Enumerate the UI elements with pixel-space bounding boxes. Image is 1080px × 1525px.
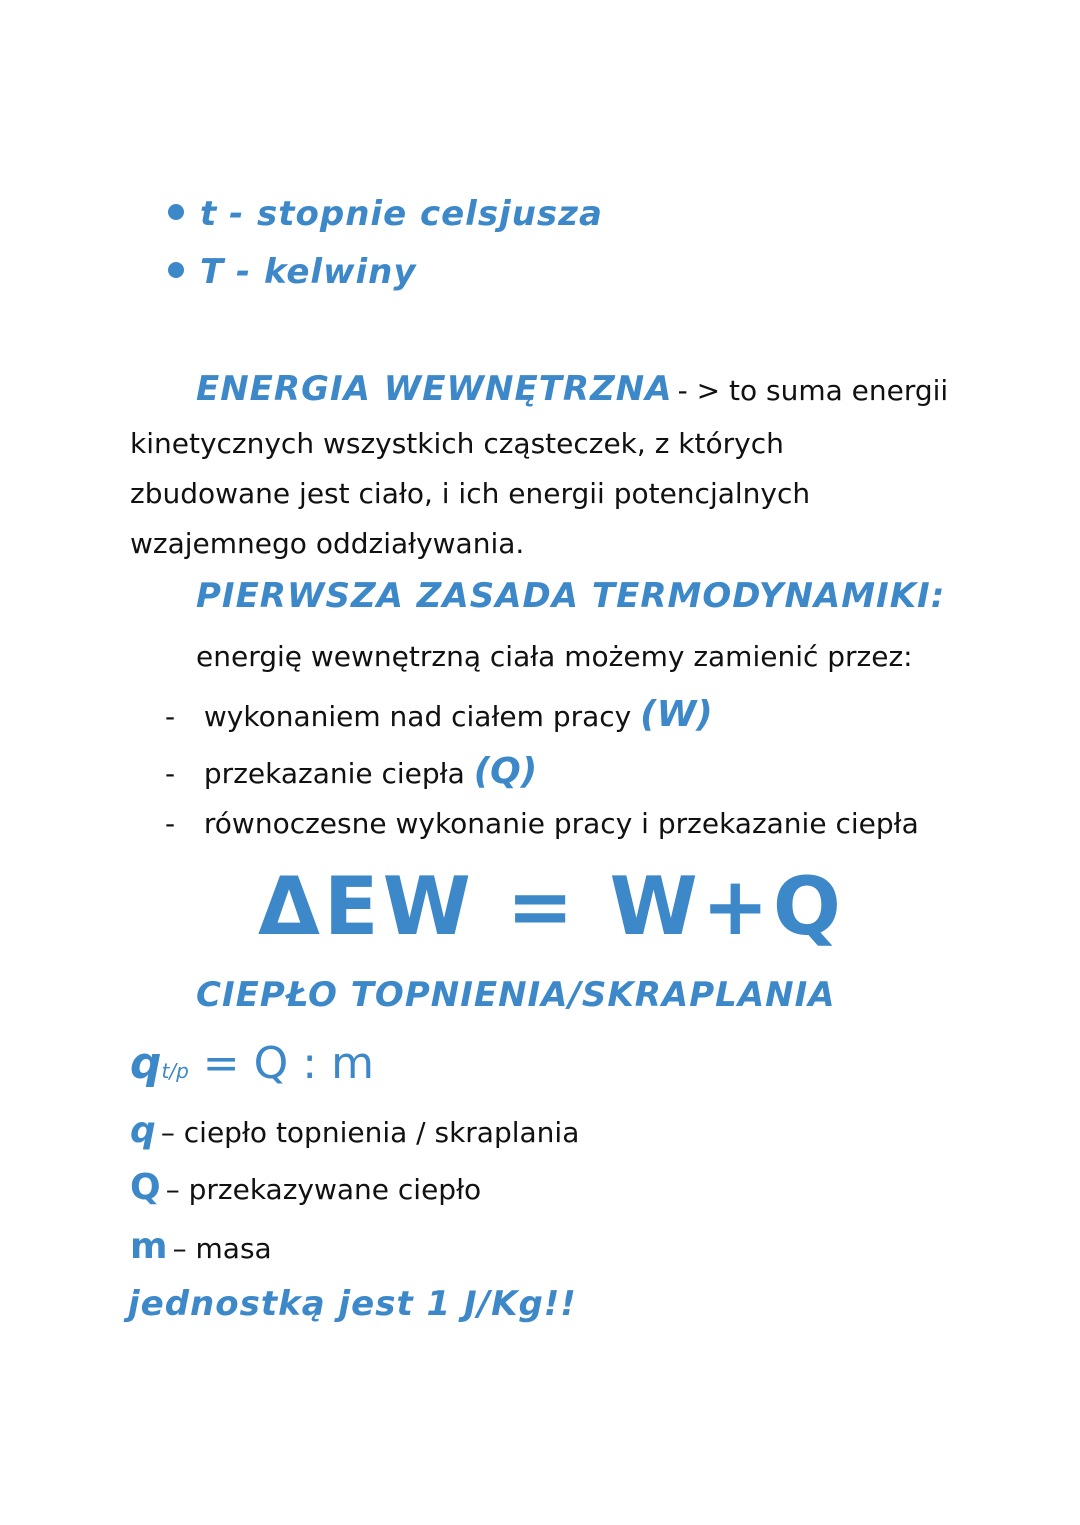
energy-line-3: zbudowane jest ciało, i ich energii potencjalnych	[130, 477, 811, 510]
dash-marker: -	[165, 757, 176, 790]
first-law-item	[165, 690, 713, 742]
dash-marker: -	[165, 700, 176, 733]
definition-row	[130, 1167, 481, 1208]
formula-rest: = Q : m	[202, 1038, 374, 1089]
bullet-dot-icon	[168, 262, 184, 278]
energy-arrow-text: - > to suma energii	[677, 374, 949, 407]
item-text: wykonaniem nad ciałem pracy	[203, 700, 632, 733]
energy-heading: ENERGIA WEWNĘTRZNA	[196, 369, 673, 409]
bullet-text: - stopnie celsjusza	[229, 194, 603, 234]
definition-symbol: m	[130, 1226, 168, 1267]
energy-line-2: kinetycznych wszystkich cząsteczek, z których	[130, 427, 784, 460]
definition-symbol: q	[130, 1110, 156, 1151]
first-law-intro: energię wewnętrzną ciała możemy zamienić przez:	[196, 640, 913, 673]
item-symbol: (Q)	[473, 751, 538, 792]
bullet-symbol: T	[200, 252, 225, 292]
definition-text: – masa	[172, 1232, 272, 1265]
heat-formula	[130, 1038, 374, 1089]
item-text: przekazanie ciepła	[203, 757, 465, 790]
dash-marker: -	[165, 807, 176, 840]
definition-symbol: Q	[130, 1167, 161, 1208]
bullet-text: - kelwiny	[236, 252, 417, 292]
formula-symbol: q	[130, 1038, 162, 1089]
definition-row	[130, 1110, 579, 1151]
first-law-formula: ΔEW = W+Q	[258, 860, 845, 953]
item-symbol: (W)	[640, 694, 713, 735]
item-text: równoczesne wykonanie pracy i przekazanie ciepła	[203, 807, 919, 840]
first-law-heading: PIERWSZA ZASADA TERMODYNAMIKI:	[196, 576, 946, 616]
bullet-kelvin	[168, 252, 417, 292]
unit-note: jednostką jest 1 J/Kg!!	[128, 1284, 577, 1324]
bullet-dot-icon	[168, 204, 184, 220]
first-law-item	[165, 799, 919, 849]
energy-first-line	[196, 366, 948, 416]
definition-text: – przekazywane ciepło	[165, 1173, 482, 1206]
first-law-item	[165, 747, 537, 799]
definition-text: – ciepło topnienia / skraplania	[160, 1116, 580, 1149]
formula-subscript: t/p	[161, 1059, 189, 1083]
bullet-symbol: t	[200, 194, 218, 234]
heat-heading: CIEPŁO TOPNIENIA/SKRAPLANIA	[196, 975, 836, 1015]
definition-row	[130, 1226, 272, 1267]
bullet-celsius	[168, 194, 603, 234]
energy-line-4: wzajemnego oddziaływania.	[130, 527, 525, 560]
